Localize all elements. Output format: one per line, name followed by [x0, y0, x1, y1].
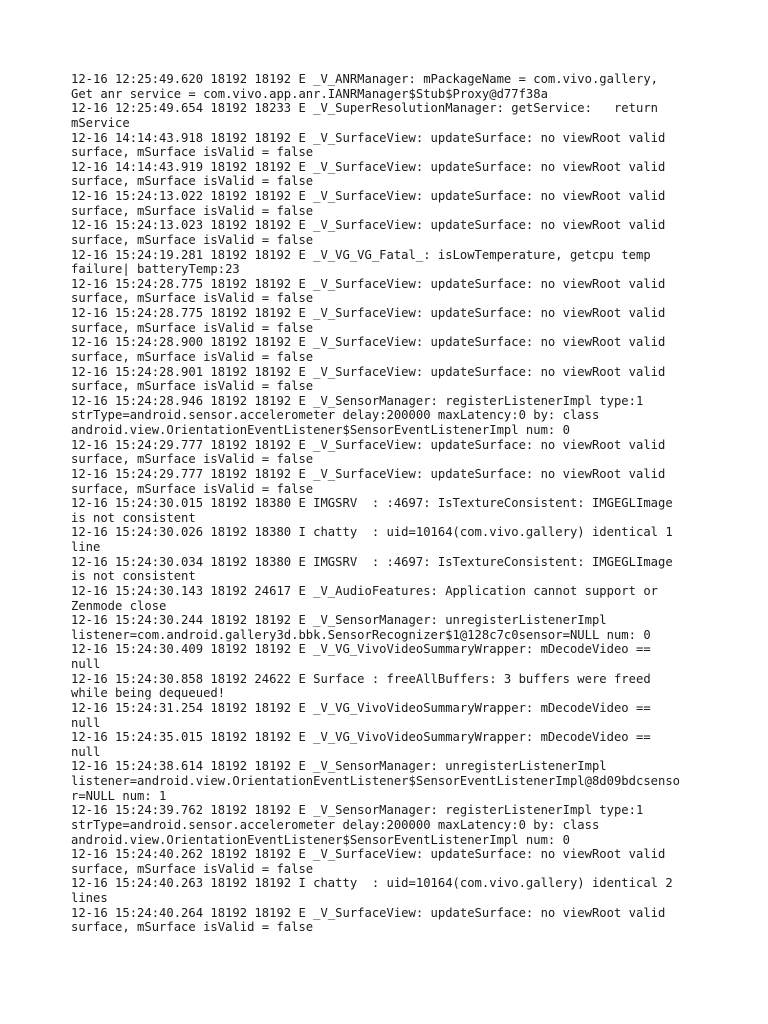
- log-line: 12-16 12:25:49.620 18192 18192 E _V_ANRManager: mPackageName = com.vivo.gallery,: [71, 72, 658, 86]
- log-line: null: [71, 715, 101, 730]
- log-line: failure| batteryTemp:23: [71, 262, 240, 277]
- log-line: 12-16 15:24:31.254 18192 18192 E _V_VG_VivoVideoSummaryWrapper: mDecodeVideo ==: [71, 700, 651, 715]
- log-line: 12-16 15:24:30.034 18192 18380 E IMGSRV : :4697: IsTextureConsistent: IMGEGLImage: [71, 554, 673, 569]
- log-line: Zenmode close: [71, 598, 167, 613]
- log-line: surface, mSurface isValid = false: [71, 145, 314, 160]
- log-line: 12-16 15:24:30.409 18192 18192 E _V_VG_VivoVideoSummaryWrapper: mDecodeVideo ==: [71, 642, 651, 657]
- log-line: 12-16 15:24:13.022 18192 18192 E _V_SurfaceView: updateSurface: no viewRoot valid: [71, 189, 666, 203]
- log-line: surface, mSurface isValid = false: [71, 452, 314, 467]
- log-line: 12-16 15:24:35.015 18192 18192 E _V_VG_VivoVideoSummaryWrapper: mDecodeVideo ==: [71, 730, 651, 745]
- log-line: android.view.OrientationEventListener$SensorEventListenerImpl num: 0: [71, 423, 570, 437]
- log-line: surface, mSurface isValid = false: [71, 920, 314, 935]
- log-line: 12-16 15:24:13.023 18192 18192 E _V_SurfaceView: updateSurface: no viewRoot valid: [71, 218, 666, 233]
- log-line: 12-16 15:24:30.858 18192 24622 E Surface : freeAllBuffers: 3 buffers were freed: [71, 671, 651, 686]
- log-line: 12-16 15:24:30.015 18192 18380 E IMGSRV : :4697: IsTextureConsistent: IMGEGLImage: [71, 496, 673, 511]
- log-line: surface, mSurface isValid = false: [71, 291, 314, 306]
- log-line: Get anr service = com.vivo.app.anr.IANRManager$Stub$Proxy@d77f38a: [71, 86, 548, 101]
- log-line: null: [71, 744, 101, 759]
- log-line: 12-16 15:24:28.946 18192 18192 E _V_SensorManager: registerListenerImpl type:1: [71, 393, 644, 408]
- log-line: listener=com.android.gallery3d.bbk.SensorRecognizer$1@128c7c0sensor=NULL num: 0: [71, 627, 651, 642]
- log-line: 12-16 12:25:49.654 18192 18233 E _V_SuperResolutionManager: getService: return: [71, 101, 658, 116]
- log-line: 12-16 15:24:40.262 18192 18192 E _V_SurfaceView: updateSurface: no viewRoot valid: [71, 847, 666, 862]
- log-line: strType=android.sensor.accelerometer delay:200000 maxLatency:0 by: class: [71, 817, 600, 832]
- log-line: line: [71, 540, 101, 554]
- log-line: null: [71, 657, 101, 671]
- log-line: surface, mSurface isValid = false: [71, 232, 314, 247]
- log-line: 12-16 15:24:30.143 18192 24617 E _V_AudioFeatures: Application cannot support or: [71, 583, 658, 598]
- log-line: 12-16 14:14:43.918 18192 18192 E _V_SurfaceView: updateSurface: no viewRoot valid: [71, 130, 666, 145]
- log-line: 12-16 15:24:19.281 18192 18192 E _V_VG_VG_Fatal_: isLowTemperature, getcpu temp: [71, 247, 651, 262]
- log-line: 12-16 15:24:38.614 18192 18192 E _V_SensorManager: unregisterListenerImpl: [71, 759, 607, 774]
- log-line: surface, mSurface isValid = false: [71, 481, 314, 496]
- log-line: while being dequeued!: [71, 686, 226, 701]
- log-line: r=NULL num: 1: [71, 788, 167, 803]
- log-line: 12-16 15:24:28.775 18192 18192 E _V_SurfaceView: updateSurface: no viewRoot valid: [71, 276, 666, 291]
- log-line: listener=android.view.OrientationEventListener$SensorEventListenerImpl@8d09bdcsenso: [71, 774, 681, 788]
- log-line: 12-16 15:24:29.777 18192 18192 E _V_SurfaceView: updateSurface: no viewRoot valid: [71, 437, 666, 452]
- log-line: 12-16 15:24:30.244 18192 18192 E _V_SensorManager: unregisterListenerImpl: [71, 613, 607, 628]
- log-line: surface, mSurface isValid = false: [71, 320, 314, 335]
- log-line: 12-16 15:24:40.263 18192 18192 I chatty : uid=10164(com.vivo.gallery) identical 2: [71, 876, 673, 891]
- log-line: 12-16 15:24:28.901 18192 18192 E _V_SurfaceView: updateSurface: no viewRoot valid: [71, 364, 666, 379]
- log-line: 12-16 15:24:28.775 18192 18192 E _V_SurfaceView: updateSurface: no viewRoot valid: [71, 306, 666, 320]
- log-line: 12-16 15:24:30.026 18192 18380 I chatty : uid=10164(com.vivo.gallery) identical 1: [71, 525, 673, 540]
- log-line: strType=android.sensor.accelerometer delay:200000 maxLatency:0 by: class: [71, 408, 600, 423]
- log-line: is not consistent: [71, 569, 196, 584]
- log-line: mService: [71, 115, 130, 130]
- log-line: surface, mSurface isValid = false: [71, 203, 314, 218]
- log-line: is not consistent: [71, 510, 196, 525]
- log-line: 12-16 15:24:39.762 18192 18192 E _V_SensorManager: registerListenerImpl type:1: [71, 803, 644, 818]
- log-line: lines: [71, 891, 108, 905]
- log-line: 12-16 15:24:28.900 18192 18192 E _V_SurfaceView: updateSurface: no viewRoot valid: [71, 335, 666, 350]
- log-line: surface, mSurface isValid = false: [71, 349, 314, 364]
- log-line: 12-16 14:14:43.919 18192 18192 E _V_SurfaceView: updateSurface: no viewRoot valid: [71, 159, 666, 174]
- log-line: surface, mSurface isValid = false: [71, 861, 314, 876]
- log-line: 12-16 15:24:40.264 18192 18192 E _V_SurfaceView: updateSurface: no viewRoot valid: [71, 905, 666, 920]
- log-line: 12-16 15:24:29.777 18192 18192 E _V_SurfaceView: updateSurface: no viewRoot valid: [71, 466, 666, 481]
- log-text-block: [71, 72, 701, 935]
- log-line: surface, mSurface isValid = false: [71, 379, 314, 394]
- log-line: surface, mSurface isValid = false: [71, 174, 314, 189]
- log-line: android.view.OrientationEventListener$SensorEventListenerImpl num: 0: [71, 832, 570, 847]
